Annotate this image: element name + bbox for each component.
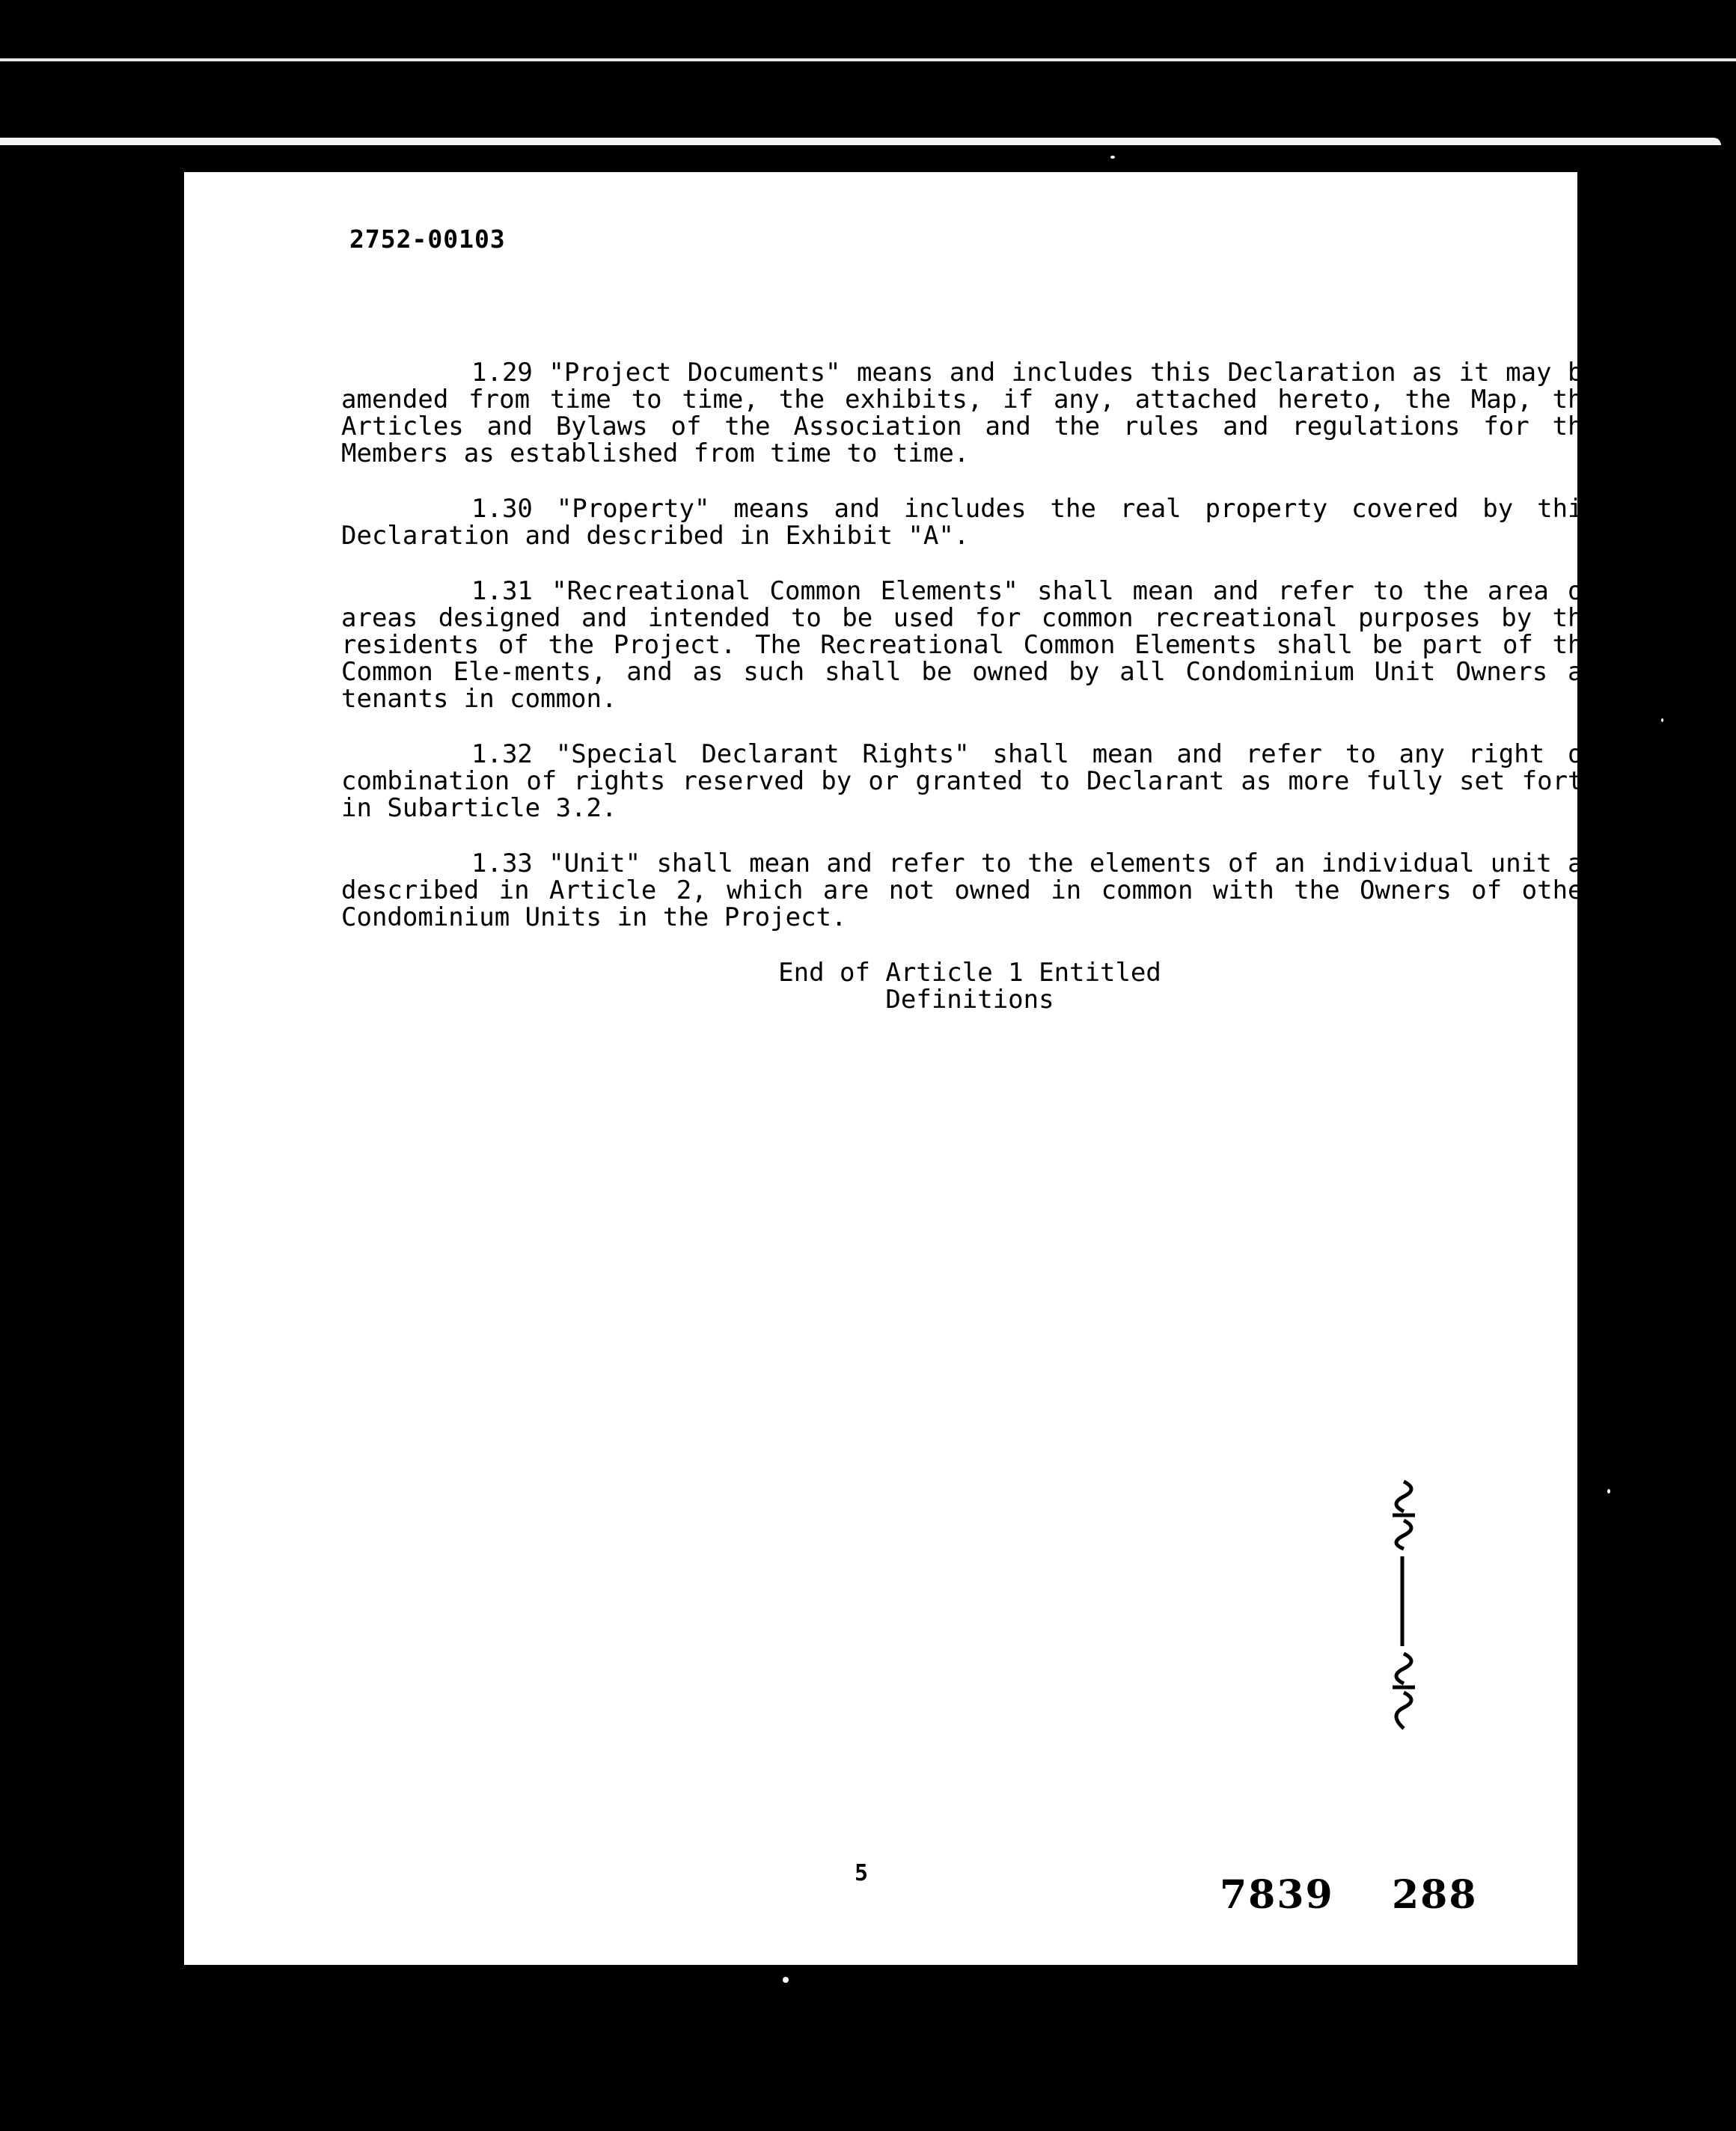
scan-speck [1661,718,1663,722]
paragraph-number: 1.33 [471,849,533,878]
paragraph-text: "Recreational Common Elements" shall mean and refer to the area or areas designed and intended to be used for common recreational purposes by the residents of the Project. The Recreational Common Elements shall be part of the Common Ele-ments, and as such shall be owned by all Condominium Unit Owners as tenants in common. [341,576,1598,714]
document-page [184,172,1598,1965]
page-number: 5 [855,1860,869,1886]
end-line-1: End of Article 1 Entitled [778,958,1161,988]
recording-stamp-book: 7839 [1220,1872,1334,1918]
paragraph-1-33 [341,850,1598,931]
paragraph-text: "Unit" shall mean and refer to the elements of an individual unit as described in Article 2, which are not owned in common with the Owners of other Condominium Units in the Project. [341,849,1598,932]
paragraph-text: "Property" means and includes the real property covered by this Declaration and described in Exhibit "A". [341,494,1598,551]
paragraph-text: "Special Declarant Rights" shall mean and refer to any right or combination of rights reserved by or granted to Declarant as more fully set forth in Subarticle 3.2. [341,739,1598,823]
end-line-2: Definitions [885,985,1054,1015]
paragraph-number: 1.29 [471,358,533,388]
scan-speck [1110,156,1115,159]
paragraph-1-32 [341,741,1598,822]
recording-stamp-page: 288 [1392,1872,1478,1918]
paragraph-1-29 [341,359,1598,467]
paragraph-number: 1.32 [471,739,533,769]
scan-speck [1607,1489,1610,1493]
document-body [341,359,1598,1013]
handwritten-margin-note [1381,1474,1426,1743]
paragraph-text: "Project Documents" means and includes this Declaration as it may be amended from time to time, the exhibits, if any, attached hereto, the Map, the Articles and Bylaws of the Association and the rules and regulations for the Members as established from time to time. [341,358,1598,468]
paragraph-number: 1.30 [471,494,533,524]
scan-speck [783,1977,789,1983]
paragraph-1-30 [341,495,1598,549]
document-id: 2752-00103 [349,224,506,254]
article-end-note [341,959,1598,1013]
scan-border-line [0,138,1721,145]
margin-note-drawing [1381,1474,1426,1743]
paragraph-number: 1.31 [471,576,533,606]
scan-border-line [0,58,1736,61]
paragraph-1-31 [341,578,1598,712]
